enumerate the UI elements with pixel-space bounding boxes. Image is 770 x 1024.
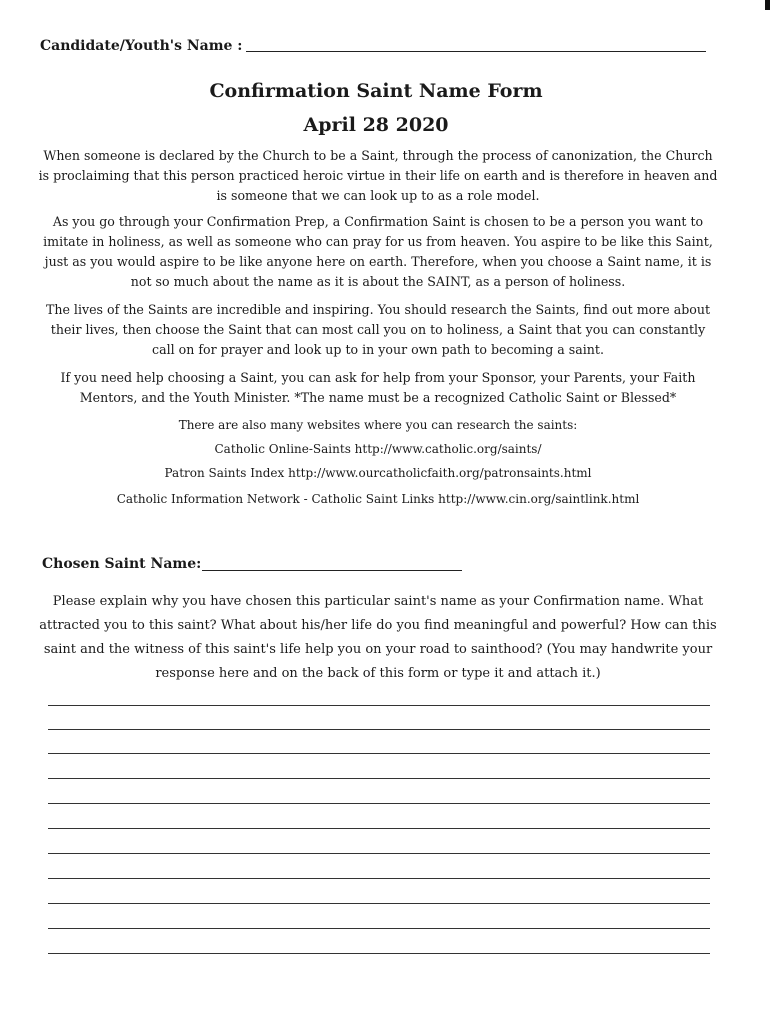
candidate-name-field[interactable] [246,51,706,52]
response-line[interactable] [48,803,710,804]
response-line[interactable] [48,953,710,954]
paragraph-canonization: When someone is declared by the Church to be a Saint, through the process of canonization, the Church is proclaiming that this person practiced heroic virtue in their life on earth and is therefore in heaven and is someone that we can look up to as a role model. [38,148,718,203]
chosen-saint-label: Chosen Saint Name: [42,556,202,572]
paragraph-confirmation-prep: As you go through your Confirmation Prep, a Confirmation Saint is chosen to be a person you want to imitate in holiness, as well as someone who can pray for us from heaven. You aspire to be like this Saint, just as you would aspire to be like anyone here on earth. Therefore, when you choose a Saint name, it is not so much about the name as it is about the SAINT, as a person of holiness. [43,214,713,289]
response-line[interactable] [48,903,710,904]
response-line[interactable] [48,753,710,754]
response-line[interactable] [48,778,710,779]
chosen-saint-field[interactable] [202,570,462,571]
response-line[interactable] [48,853,710,854]
website-link-patron-saints[interactable]: Patron Saints Index http://www.ourcatholicfaith.org/patronsaints.html [164,466,592,480]
response-line[interactable] [48,878,710,879]
form-title: Confirmation Saint Name Form [209,80,543,102]
websites-intro: There are also many websites where you can research the saints: [178,418,578,432]
form-date: April 28 2020 [303,114,449,136]
website-link-catholic-online[interactable]: Catholic Online-Saints http://www.catholic.org/saints/ [214,442,542,456]
response-line[interactable] [48,928,710,929]
candidate-name-label: Candidate/Youth's Name : [40,38,243,54]
response-line[interactable] [48,705,710,706]
paragraph-help-choosing: If you need help choosing a Saint, you can ask for help from your Sponsor, your Parents, your Faith Mentors, and the Youth Minister. *The name must be a recognized Catholic Saint or Blessed* [60,370,696,405]
response-line[interactable] [48,729,710,730]
response-line[interactable] [48,828,710,829]
explain-instructions: Please explain why you have chosen this particular saint's name as your Confirmation name. What attracted you to this saint? What about his/her life do you find meaningful and powerful? How can this saint and the witness of this saint's life help you on your road to sainthood? (You may handwrite your response here and on the back of this form or type it and attach it.) [39,594,717,681]
paragraph-lives-of-saints: The lives of the Saints are incredible and inspiring. You should research the Saints, find out more about their lives, then choose the Saint that can most call you on to holiness, a Saint that you can constantly call on for prayer and look up to in your own path to becoming a saint. [45,302,711,357]
scan-mark [765,0,770,10]
website-link-cin[interactable]: Catholic Information Network - Catholic Saint Links http://www.cin.org/saintlink.html [116,492,640,506]
